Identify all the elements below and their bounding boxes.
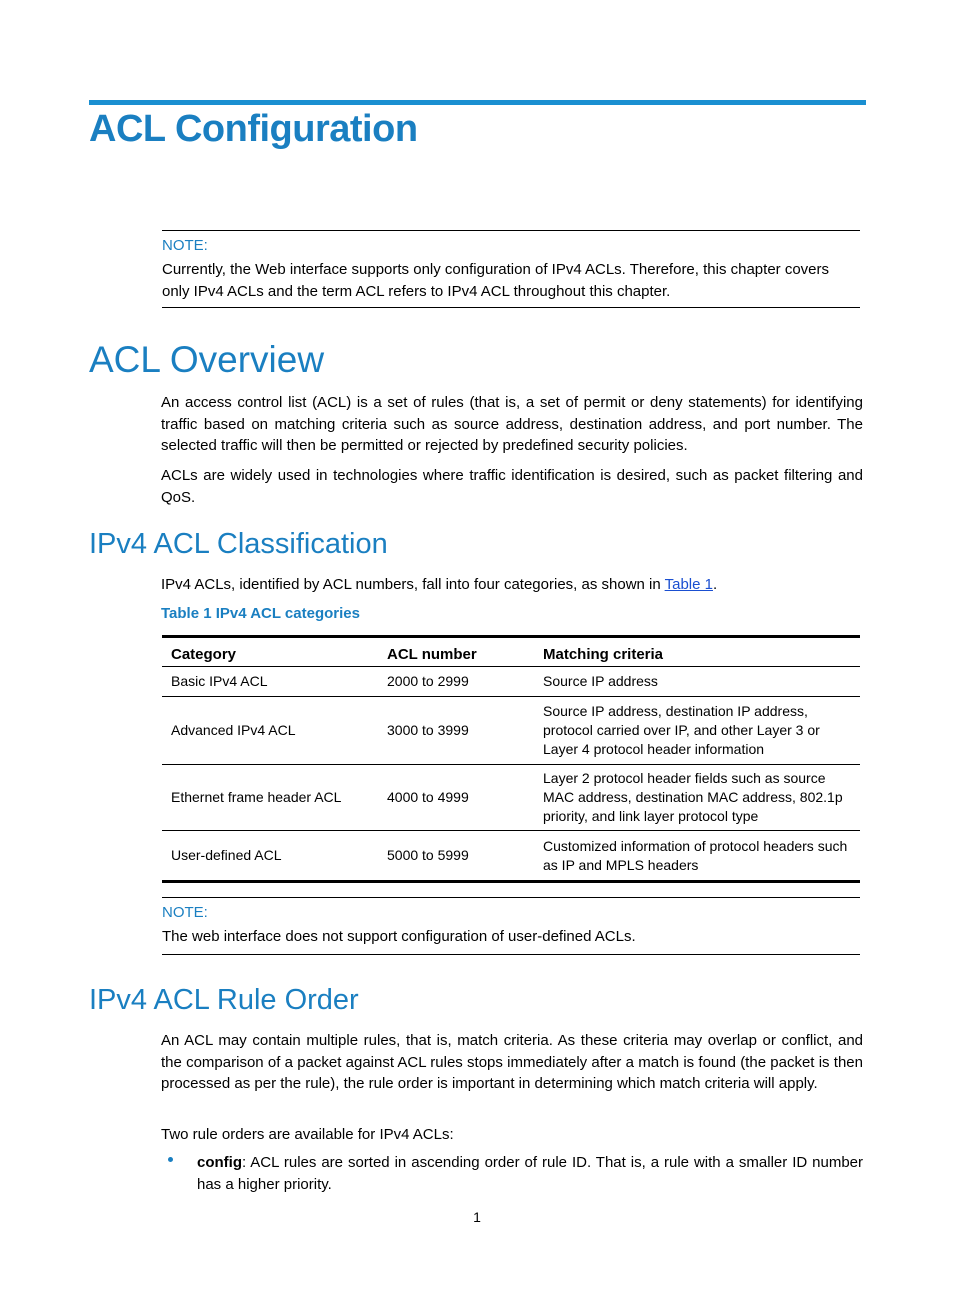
table-cell: Advanced IPv4 ACL — [171, 722, 296, 738]
note-box — [162, 897, 860, 955]
bullet-term: config — [197, 1154, 242, 1171]
table-row — [162, 831, 860, 882]
intro-period: . — [712, 576, 718, 593]
column-header-category: Category — [171, 646, 237, 663]
table-cell: Customized information of protocol headers such as IP and MPLS headers — [543, 837, 848, 873]
acl-categories-table — [162, 635, 860, 883]
table-header-row — [162, 637, 860, 667]
column-header-matching-criteria: Matching criteria — [543, 646, 664, 663]
table-cell: Source IP address, destination IP address, protocol carried over IP, and other Layer 3 or Layer 4 protocol header information — [543, 703, 820, 757]
table-cell: 3000 to 3999 — [387, 722, 469, 738]
bullet-icon — [168, 1157, 173, 1162]
page-number: 1 — [473, 1209, 481, 1225]
note-box — [162, 230, 860, 308]
intro-text: IPv4 ACLs, identified by ACL numbers, fall into four categories, as shown in — [161, 576, 665, 593]
table-caption: Table 1 IPv4 ACL categories — [161, 605, 360, 622]
table-cell: Layer 2 protocol header fields such as source MAC address, destination MAC address, 802.1p priority, and link layer protocol type — [543, 770, 843, 824]
column-header-acl-number: ACL number — [387, 646, 477, 663]
note-label: NOTE: — [162, 904, 208, 921]
section-heading-rule-order: IPv4 ACL Rule Order — [89, 984, 359, 1016]
table-cell: Basic IPv4 ACL — [171, 673, 268, 689]
table-cell: Ethernet frame header ACL — [171, 789, 342, 805]
table-row — [162, 667, 860, 697]
table-row — [162, 765, 860, 831]
section-heading-acl-overview: ACL Overview — [89, 339, 325, 380]
table-1-link[interactable]: Table 1 — [664, 576, 713, 593]
classification-intro — [161, 574, 863, 596]
table-row — [162, 697, 860, 765]
table-cell: 2000 to 2999 — [387, 673, 469, 689]
overview-paragraph-1: An access control list (ACL) is a set of rules (that is, a set of permit or deny statements) for identifying traffic based on matching criteria such as source address, destination address, and port number. The selected traffic will then be permitted or rejected by predefined security policies. — [161, 394, 863, 454]
bullet-item-config — [197, 1152, 863, 1195]
rule-order-paragraph-1: An ACL may contain multiple rules, that is, match criteria. As these criteria may overlap or conflict, and the comparison of a packet against ACL rules stops immediately after a match is found (the packet is then processed as per the rule), the rule order is important in determining which match criteria will apply. — [161, 1032, 863, 1092]
chapter-title: ACL Configuration — [89, 108, 418, 150]
overview-paragraph-2: ACLs are widely used in technologies where traffic identification is desired, such as packet filtering and QoS. — [161, 467, 863, 506]
table-cell: Source IP address — [543, 673, 658, 689]
table-cell: 5000 to 5999 — [387, 847, 469, 863]
chapter-top-rule — [89, 100, 866, 105]
table-cell: 4000 to 4999 — [387, 789, 469, 805]
note-text: Currently, the Web interface supports only configuration of IPv4 ACLs. Therefore, this chapter covers only IPv4 ACLs and the term ACL refers to IPv4 ACL throughout this chapter. — [162, 261, 830, 300]
section-heading-classification: IPv4 ACL Classification — [89, 528, 388, 560]
bullet-text: : ACL rules are sorted in ascending order of rule ID. That is, a rule with a smaller ID number has a higher priority. — [197, 1154, 863, 1193]
table-cell: User-defined ACL — [171, 847, 282, 863]
note-label: NOTE: — [162, 237, 208, 254]
rule-order-paragraph-2: Two rule orders are available for IPv4 ACLs: — [161, 1126, 454, 1143]
note-text: The web interface does not support configuration of user-defined ACLs. — [162, 928, 636, 945]
